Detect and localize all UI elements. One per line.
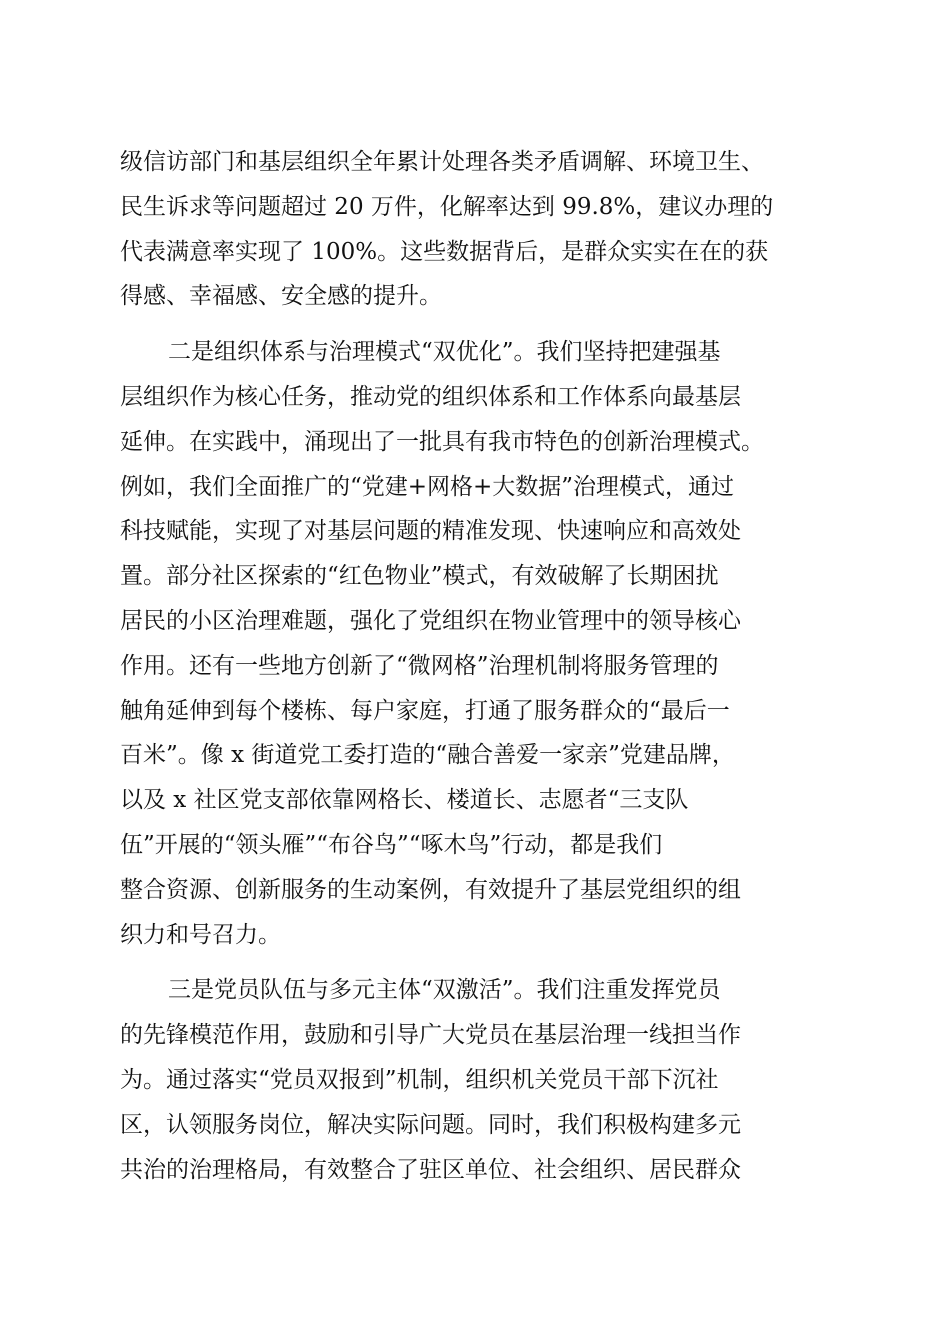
text-line: 整合资源、创新服务的生动案例，有效提升了基层党组织的组 [120,876,741,903]
text-line: 伍”开展的“领头雁”“布谷鸟”“啄木鸟”行动，都是我们 [120,831,663,858]
text-line: 作用。还有一些地方创新了“微网格”治理机制将服务管理的 [120,652,719,679]
text-line: 层组织作为核心任务，推动党的组织体系和工作体系向最基层 [120,383,741,410]
paragraph [120,140,832,319]
text-line: 的先锋模范作用，鼓励和引导广大党员在基层治理一线担当作 [120,1022,741,1049]
text-line: 为。通过落实“党员双报到”机制，组织机关党员干部下沉社 [120,1066,719,1093]
text-line: 触角延伸到每个楼栋、每户家庭，打通了服务群众的“最后一 [120,697,730,724]
text-line: 代表满意率实现了 100%。这些数据背后，是群众实实在在的获 [120,238,769,265]
text-line: 民生诉求等问题超过 20 万件，化解率达到 99.8%，建议办理的 [120,193,774,220]
text-line: 三是党员队伍与多元主体“双激活”。我们注重发挥党员 [168,977,721,1004]
body-text [120,140,832,1192]
paragraph [120,968,832,1192]
paragraph-spacer [120,957,832,968]
text-line: 延伸。在实践中，涌现出了一批具有我市特色的创新治理模式。 [120,428,764,455]
text-line: 二是组织体系与治理模式“双优化”。我们坚持把建强基 [168,339,721,366]
text-line: 得感、幸福感、安全感的提升。 [120,283,442,310]
text-line: 共治的治理格局，有效整合了驻区单位、社会组织、居民群众 [120,1156,741,1183]
text-line: 例如，我们全面推广的“党建+网格+大数据”治理模式，通过 [120,473,735,500]
text-line: 级信访部门和基层组织全年累计处理各类矛盾调解、环境卫生、 [120,149,764,175]
paragraph [120,330,832,957]
text-line: 科技赋能，实现了对基层问题的精准发现、快速响应和高效处 [120,518,741,545]
paragraph-spacer [120,319,832,330]
text-line: 百米”。像 x 街道党工委打造的“融合善爱一家亲”党建品牌， [120,742,735,769]
text-line: 区，认领服务岗位，解决实际问题。同时，我们积极构建多元 [120,1111,741,1138]
text-line: 以及 x 社区党支部依靠网格长、楼道长、志愿者“三支队 [120,787,689,814]
text-line: 织力和号召力。 [120,921,281,948]
text-line: 置。部分社区探索的“红色物业”模式，有效破解了长期困扰 [120,563,719,590]
text-line: 居民的小区治理难题，强化了党组织在物业管理中的领导核心 [120,607,741,634]
